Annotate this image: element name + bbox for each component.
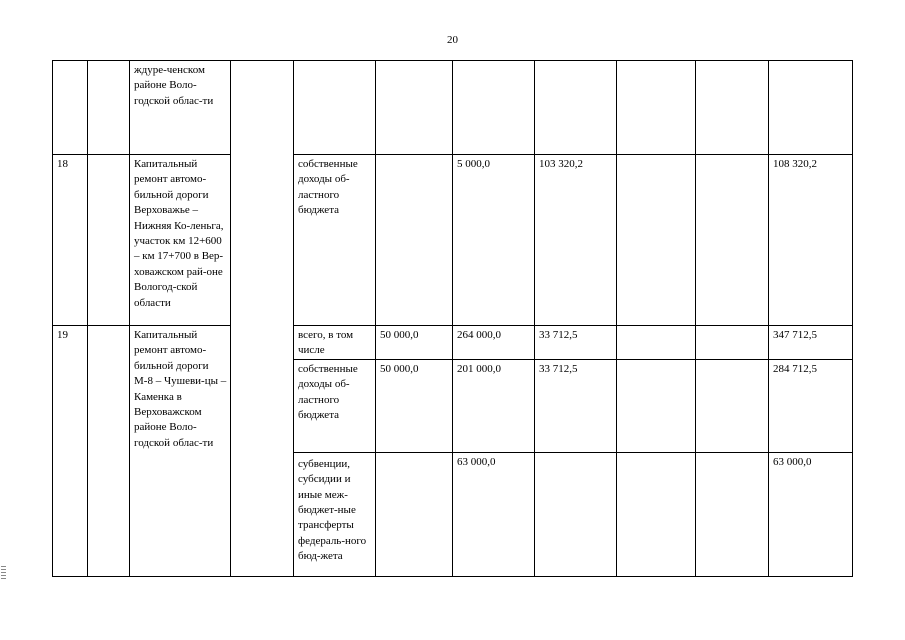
value-cell [376,61,453,155]
value-cell [535,452,617,576]
empty-cell [88,326,130,577]
value-cell [535,61,617,155]
row-number [53,61,88,155]
object-name: Капитальный ремонт автомо-бильной дороги М-8 – Чушеви-цы – Каменка в Верховажском районе Воло-годской облас-ти [130,326,231,577]
row-number: 18 [53,155,88,326]
funding-source: всего, в том числе [294,326,376,360]
value-cell: 50 000,0 [376,326,453,360]
scan-edge-mark [1,566,6,580]
value-cell: 5 000,0 [453,155,535,326]
total-cell: 108 320,2 [769,155,853,326]
table-row [53,326,853,360]
table-row [53,61,853,155]
value-cell [617,155,696,326]
value-cell [696,155,769,326]
value-cell: 63 000,0 [453,452,535,576]
object-name: Капитальный ремонт автомо-бильной дороги Верховажье – Нижняя Ко-леньга, участок км 12+600 – км 17+700 в Вер-ховажском рай-оне Вологод-ской области [130,155,231,326]
value-cell: 264 000,0 [453,326,535,360]
funding-source: собственные доходы об-ластного бюджета [294,359,376,452]
value-cell: 103 320,2 [535,155,617,326]
page-number: 20 [447,34,458,46]
budget-table [52,60,853,577]
value-cell [696,326,769,360]
empty-cell [88,61,130,155]
total-cell [769,61,853,155]
funding-source [294,61,376,155]
value-cell [617,452,696,576]
total-cell: 347 712,5 [769,326,853,360]
total-cell: 63 000,0 [769,452,853,576]
value-cell: 33 712,5 [535,326,617,360]
value-cell [617,326,696,360]
row-number: 19 [53,326,88,577]
empty-cell [231,61,294,577]
empty-cell [88,155,130,326]
total-cell: 284 712,5 [769,359,853,452]
value-cell: 50 000,0 [376,359,453,452]
value-cell [696,359,769,452]
value-cell [617,61,696,155]
value-cell [696,61,769,155]
object-name: ждуре-ченском районе Воло-годской облас-ти [130,61,231,155]
value-cell [376,452,453,576]
value-cell: 201 000,0 [453,359,535,452]
value-cell [453,61,535,155]
funding-source: собственные доходы об-ластного бюджета [294,155,376,326]
funding-source: субвенции, субсидии и иные меж-бюджет-ные трансферты федераль-ного бюд-жета [294,452,376,576]
table-row [53,155,853,326]
value-cell: 33 712,5 [535,359,617,452]
value-cell [696,452,769,576]
value-cell [376,155,453,326]
value-cell [617,359,696,452]
